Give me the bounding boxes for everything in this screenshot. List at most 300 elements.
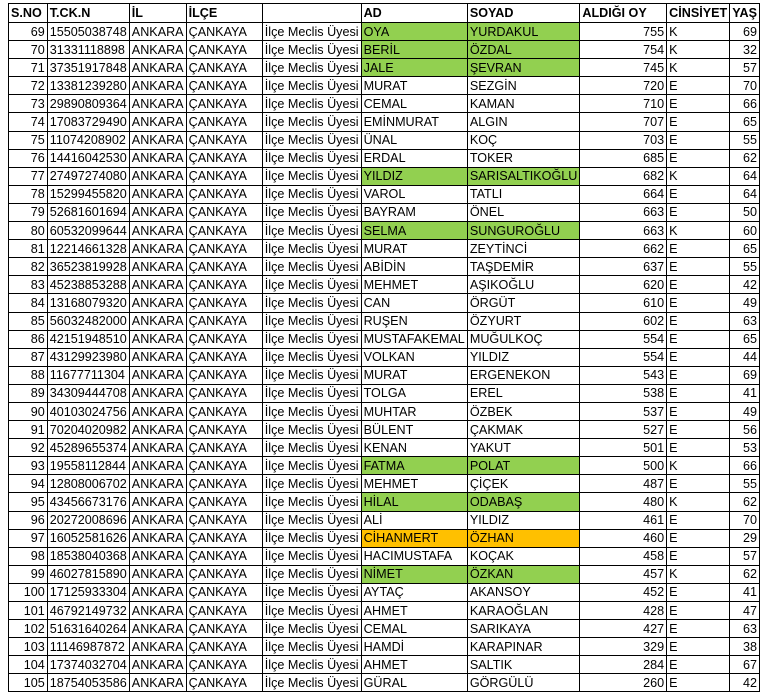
cell-soyad[interactable]: YILDIZ <box>467 348 580 366</box>
cell-tckn[interactable]: 40103024756 <box>47 402 129 420</box>
cell-tckn[interactable]: 56032482000 <box>47 312 129 330</box>
cell-gorev[interactable]: İlçe Meclis Üyesi <box>262 276 361 294</box>
cell-yas[interactable]: 64 <box>730 167 760 185</box>
cell-aldigi-oy[interactable]: 710 <box>580 95 667 113</box>
cell-gorev[interactable]: İlçe Meclis Üyesi <box>262 185 361 203</box>
cell-soyad[interactable]: KAMAN <box>467 95 580 113</box>
cell-yas[interactable]: 69 <box>730 23 760 41</box>
cell-cinsiyet[interactable]: E <box>667 602 730 620</box>
cell-yas[interactable]: 42 <box>730 276 760 294</box>
cell-soyad[interactable]: KOÇAK <box>467 547 580 565</box>
cell-ilce[interactable]: ÇANKAYA <box>186 402 262 420</box>
cell-sno[interactable]: 85 <box>9 312 48 330</box>
cell-sno[interactable]: 98 <box>9 547 48 565</box>
cell-gorev[interactable]: İlçe Meclis Üyesi <box>262 402 361 420</box>
cell-ilce[interactable]: ÇANKAYA <box>186 511 262 529</box>
cell-tckn[interactable]: 12808006702 <box>47 475 129 493</box>
cell-sno[interactable]: 95 <box>9 493 48 511</box>
cell-sno[interactable]: 75 <box>9 131 48 149</box>
cell-il[interactable]: ANKARA <box>129 149 186 167</box>
cell-aldigi-oy[interactable]: 602 <box>580 312 667 330</box>
cell-il[interactable]: ANKARA <box>129 95 186 113</box>
cell-ad[interactable]: CEMAL <box>361 95 467 113</box>
cell-aldigi-oy[interactable]: 457 <box>580 565 667 583</box>
cell-ilce[interactable]: ÇANKAYA <box>186 240 262 258</box>
cell-tckn[interactable]: 18754053586 <box>47 674 129 692</box>
cell-gorev[interactable]: İlçe Meclis Üyesi <box>262 421 361 439</box>
cell-ilce[interactable]: ÇANKAYA <box>186 547 262 565</box>
cell-gorev[interactable]: İlçe Meclis Üyesi <box>262 167 361 185</box>
cell-cinsiyet[interactable]: E <box>667 149 730 167</box>
cell-aldigi-oy[interactable]: 662 <box>580 240 667 258</box>
cell-ilce[interactable]: ÇANKAYA <box>186 602 262 620</box>
cell-yas[interactable]: 70 <box>730 511 760 529</box>
cell-yas[interactable]: 55 <box>730 258 760 276</box>
cell-ad[interactable]: CEMAL <box>361 620 467 638</box>
cell-ilce[interactable]: ÇANKAYA <box>186 77 262 95</box>
cell-yas[interactable]: 63 <box>730 312 760 330</box>
cell-sno[interactable]: 97 <box>9 529 48 547</box>
cell-yas[interactable]: 50 <box>730 203 760 221</box>
cell-il[interactable]: ANKARA <box>129 330 186 348</box>
cell-aldigi-oy[interactable]: 707 <box>580 113 667 131</box>
cell-cinsiyet[interactable]: K <box>667 222 730 240</box>
cell-ilce[interactable]: ÇANKAYA <box>186 330 262 348</box>
cell-soyad[interactable]: EREL <box>467 384 580 402</box>
cell-ad[interactable]: AYTAÇ <box>361 583 467 601</box>
cell-ad[interactable]: FATMA <box>361 457 467 475</box>
cell-ad[interactable]: ERDAL <box>361 149 467 167</box>
cell-sno[interactable]: 89 <box>9 384 48 402</box>
cell-ilce[interactable]: ÇANKAYA <box>186 95 262 113</box>
cell-tckn[interactable]: 45289655374 <box>47 439 129 457</box>
cell-soyad[interactable]: TAŞDEMİR <box>467 258 580 276</box>
cell-sno[interactable]: 93 <box>9 457 48 475</box>
cell-aldigi-oy[interactable]: 427 <box>580 620 667 638</box>
cell-ilce[interactable]: ÇANKAYA <box>186 638 262 656</box>
cell-ilce[interactable]: ÇANKAYA <box>186 475 262 493</box>
cell-cinsiyet[interactable]: K <box>667 41 730 59</box>
cell-aldigi-oy[interactable]: 745 <box>580 59 667 77</box>
cell-sno[interactable]: 91 <box>9 421 48 439</box>
cell-tckn[interactable]: 11074208902 <box>47 131 129 149</box>
cell-tckn[interactable]: 51631640264 <box>47 620 129 638</box>
cell-soyad[interactable]: ÖZYURT <box>467 312 580 330</box>
cell-il[interactable]: ANKARA <box>129 312 186 330</box>
cell-soyad[interactable]: ÖZDAL <box>467 41 580 59</box>
cell-aldigi-oy[interactable]: 458 <box>580 547 667 565</box>
cell-sno[interactable]: 105 <box>9 674 48 692</box>
cell-aldigi-oy[interactable]: 610 <box>580 294 667 312</box>
cell-sno[interactable]: 83 <box>9 276 48 294</box>
cell-aldigi-oy[interactable]: 620 <box>580 276 667 294</box>
cell-aldigi-oy[interactable]: 685 <box>580 149 667 167</box>
cell-cinsiyet[interactable]: E <box>667 312 730 330</box>
cell-ilce[interactable]: ÇANKAYA <box>186 276 262 294</box>
cell-soyad[interactable]: ÖZHAN <box>467 529 580 547</box>
cell-aldigi-oy[interactable]: 500 <box>580 457 667 475</box>
cell-sno[interactable]: 87 <box>9 348 48 366</box>
cell-aldigi-oy[interactable]: 460 <box>580 529 667 547</box>
cell-aldigi-oy[interactable]: 755 <box>580 23 667 41</box>
cell-ilce[interactable]: ÇANKAYA <box>186 23 262 41</box>
cell-il[interactable]: ANKARA <box>129 511 186 529</box>
cell-sno[interactable]: 102 <box>9 620 48 638</box>
cell-tckn[interactable]: 11677711304 <box>47 366 129 384</box>
cell-cinsiyet[interactable]: E <box>667 95 730 113</box>
cell-cinsiyet[interactable]: E <box>667 656 730 674</box>
cell-ilce[interactable]: ÇANKAYA <box>186 59 262 77</box>
cell-gorev[interactable]: İlçe Meclis Üyesi <box>262 203 361 221</box>
cell-cinsiyet[interactable]: E <box>667 330 730 348</box>
cell-yas[interactable]: 65 <box>730 240 760 258</box>
cell-gorev[interactable]: İlçe Meclis Üyesi <box>262 95 361 113</box>
cell-ad[interactable]: ALİ <box>361 511 467 529</box>
cell-il[interactable]: ANKARA <box>129 583 186 601</box>
cell-gorev[interactable]: İlçe Meclis Üyesi <box>262 131 361 149</box>
cell-ilce[interactable]: ÇANKAYA <box>186 222 262 240</box>
cell-sno[interactable]: 73 <box>9 95 48 113</box>
cell-soyad[interactable]: ERGENEKON <box>467 366 580 384</box>
cell-il[interactable]: ANKARA <box>129 348 186 366</box>
cell-ilce[interactable]: ÇANKAYA <box>186 185 262 203</box>
cell-ad[interactable]: GÜRAL <box>361 674 467 692</box>
cell-ad[interactable]: MUSTAFAKEMAL <box>361 330 467 348</box>
cell-ilce[interactable]: ÇANKAYA <box>186 620 262 638</box>
cell-ad[interactable]: MEHMET <box>361 276 467 294</box>
cell-gorev[interactable]: İlçe Meclis Üyesi <box>262 330 361 348</box>
cell-soyad[interactable]: YURDAKUL <box>467 23 580 41</box>
cell-il[interactable]: ANKARA <box>129 638 186 656</box>
cell-soyad[interactable]: SEZGİN <box>467 77 580 95</box>
cell-soyad[interactable]: MUĞULKOÇ <box>467 330 580 348</box>
cell-il[interactable]: ANKARA <box>129 167 186 185</box>
cell-yas[interactable]: 62 <box>730 565 760 583</box>
cell-yas[interactable]: 53 <box>730 439 760 457</box>
cell-cinsiyet[interactable]: E <box>667 276 730 294</box>
cell-soyad[interactable]: ÖZBEK <box>467 402 580 420</box>
cell-tckn[interactable]: 52681601694 <box>47 203 129 221</box>
cell-yas[interactable]: 60 <box>730 222 760 240</box>
cell-ad[interactable]: YILDIZ <box>361 167 467 185</box>
cell-yas[interactable]: 70 <box>730 77 760 95</box>
cell-yas[interactable]: 32 <box>730 41 760 59</box>
cell-tckn[interactable]: 14416042530 <box>47 149 129 167</box>
header-sno[interactable]: S.NO <box>9 4 48 23</box>
cell-sno[interactable]: 70 <box>9 41 48 59</box>
cell-aldigi-oy[interactable]: 461 <box>580 511 667 529</box>
cell-yas[interactable]: 41 <box>730 583 760 601</box>
cell-yas[interactable]: 62 <box>730 149 760 167</box>
cell-il[interactable]: ANKARA <box>129 674 186 692</box>
header-tckn[interactable]: T.CK.N <box>47 4 129 23</box>
cell-tckn[interactable]: 27497274080 <box>47 167 129 185</box>
cell-yas[interactable]: 55 <box>730 475 760 493</box>
cell-ilce[interactable]: ÇANKAYA <box>186 674 262 692</box>
cell-cinsiyet[interactable]: E <box>667 620 730 638</box>
cell-aldigi-oy[interactable]: 703 <box>580 131 667 149</box>
cell-il[interactable]: ANKARA <box>129 475 186 493</box>
header-gorev[interactable] <box>262 4 361 23</box>
cell-cinsiyet[interactable]: E <box>667 131 730 149</box>
cell-il[interactable]: ANKARA <box>129 276 186 294</box>
cell-aldigi-oy[interactable]: 554 <box>580 348 667 366</box>
cell-sno[interactable]: 99 <box>9 565 48 583</box>
cell-tckn[interactable]: 13381239280 <box>47 77 129 95</box>
cell-yas[interactable]: 49 <box>730 402 760 420</box>
cell-aldigi-oy[interactable]: 554 <box>580 330 667 348</box>
cell-aldigi-oy[interactable]: 260 <box>580 674 667 692</box>
cell-soyad[interactable]: SARISALTIKOĞLU <box>467 167 580 185</box>
cell-ilce[interactable]: ÇANKAYA <box>186 493 262 511</box>
cell-il[interactable]: ANKARA <box>129 493 186 511</box>
cell-ad[interactable]: TOLGA <box>361 384 467 402</box>
cell-ad[interactable]: NİMET <box>361 565 467 583</box>
cell-cinsiyet[interactable]: E <box>667 113 730 131</box>
cell-sno[interactable]: 92 <box>9 439 48 457</box>
cell-gorev[interactable]: İlçe Meclis Üyesi <box>262 113 361 131</box>
cell-yas[interactable]: 66 <box>730 95 760 113</box>
cell-cinsiyet[interactable]: K <box>667 167 730 185</box>
cell-aldigi-oy[interactable]: 329 <box>580 638 667 656</box>
cell-gorev[interactable]: İlçe Meclis Üyesi <box>262 222 361 240</box>
cell-soyad[interactable]: AŞIKOĞLU <box>467 276 580 294</box>
cell-sno[interactable]: 86 <box>9 330 48 348</box>
cell-aldigi-oy[interactable]: 538 <box>580 384 667 402</box>
cell-soyad[interactable]: SUNGUROĞLU <box>467 222 580 240</box>
cell-tckn[interactable]: 37351917848 <box>47 59 129 77</box>
cell-tckn[interactable]: 42151948510 <box>47 330 129 348</box>
cell-sno[interactable]: 76 <box>9 149 48 167</box>
cell-ad[interactable]: MEHMET <box>361 475 467 493</box>
header-soyad[interactable]: SOYAD <box>467 4 580 23</box>
cell-gorev[interactable]: İlçe Meclis Üyesi <box>262 475 361 493</box>
cell-cinsiyet[interactable]: E <box>667 258 730 276</box>
header-ilce[interactable]: İLÇE <box>186 4 262 23</box>
cell-gorev[interactable]: İlçe Meclis Üyesi <box>262 77 361 95</box>
cell-aldigi-oy[interactable]: 663 <box>580 222 667 240</box>
cell-ilce[interactable]: ÇANKAYA <box>186 656 262 674</box>
cell-il[interactable]: ANKARA <box>129 294 186 312</box>
cell-tckn[interactable]: 43456673176 <box>47 493 129 511</box>
cell-gorev[interactable]: İlçe Meclis Üyesi <box>262 366 361 384</box>
cell-soyad[interactable]: TOKER <box>467 149 580 167</box>
cell-gorev[interactable]: İlçe Meclis Üyesi <box>262 312 361 330</box>
cell-gorev[interactable]: İlçe Meclis Üyesi <box>262 511 361 529</box>
cell-soyad[interactable]: AKANSOY <box>467 583 580 601</box>
cell-sno[interactable]: 101 <box>9 602 48 620</box>
cell-ilce[interactable]: ÇANKAYA <box>186 294 262 312</box>
cell-ad[interactable]: MURAT <box>361 77 467 95</box>
cell-cinsiyet[interactable]: E <box>667 240 730 258</box>
cell-il[interactable]: ANKARA <box>129 457 186 475</box>
cell-ad[interactable]: VOLKAN <box>361 348 467 366</box>
cell-ilce[interactable]: ÇANKAYA <box>186 113 262 131</box>
cell-tckn[interactable]: 12214661328 <box>47 240 129 258</box>
cell-tckn[interactable]: 17083729490 <box>47 113 129 131</box>
cell-ad[interactable]: OYA <box>361 23 467 41</box>
cell-tckn[interactable]: 29890809364 <box>47 95 129 113</box>
cell-ad[interactable]: HAMDİ <box>361 638 467 656</box>
cell-il[interactable]: ANKARA <box>129 402 186 420</box>
cell-ad[interactable]: MURAT <box>361 366 467 384</box>
cell-cinsiyet[interactable]: E <box>667 583 730 601</box>
cell-yas[interactable]: 47 <box>730 602 760 620</box>
cell-yas[interactable]: 56 <box>730 421 760 439</box>
cell-gorev[interactable]: İlçe Meclis Üyesi <box>262 656 361 674</box>
cell-tckn[interactable]: 20272008696 <box>47 511 129 529</box>
cell-tckn[interactable]: 17374032704 <box>47 656 129 674</box>
cell-ad[interactable]: BERİL <box>361 41 467 59</box>
cell-sno[interactable]: 71 <box>9 59 48 77</box>
cell-sno[interactable]: 104 <box>9 656 48 674</box>
cell-cinsiyet[interactable]: K <box>667 23 730 41</box>
cell-tckn[interactable]: 13168079320 <box>47 294 129 312</box>
cell-tckn[interactable]: 46792149732 <box>47 602 129 620</box>
cell-ilce[interactable]: ÇANKAYA <box>186 348 262 366</box>
cell-yas[interactable]: 38 <box>730 638 760 656</box>
cell-il[interactable]: ANKARA <box>129 222 186 240</box>
cell-yas[interactable]: 64 <box>730 185 760 203</box>
cell-soyad[interactable]: ÇİÇEK <box>467 475 580 493</box>
cell-yas[interactable]: 44 <box>730 348 760 366</box>
cell-soyad[interactable]: SALTIK <box>467 656 580 674</box>
cell-ilce[interactable]: ÇANKAYA <box>186 312 262 330</box>
cell-soyad[interactable]: SARIKAYA <box>467 620 580 638</box>
cell-cinsiyet[interactable]: E <box>667 421 730 439</box>
cell-aldigi-oy[interactable]: 637 <box>580 258 667 276</box>
cell-ad[interactable]: CAN <box>361 294 467 312</box>
header-ad[interactable]: AD <box>361 4 467 23</box>
cell-sno[interactable]: 82 <box>9 258 48 276</box>
cell-soyad[interactable]: TATLI <box>467 185 580 203</box>
cell-ilce[interactable]: ÇANKAYA <box>186 258 262 276</box>
cell-cinsiyet[interactable]: E <box>667 348 730 366</box>
cell-cinsiyet[interactable]: K <box>667 493 730 511</box>
cell-soyad[interactable]: YILDIZ <box>467 511 580 529</box>
cell-il[interactable]: ANKARA <box>129 41 186 59</box>
cell-aldigi-oy[interactable]: 452 <box>580 583 667 601</box>
cell-soyad[interactable]: KARAPINAR <box>467 638 580 656</box>
cell-cinsiyet[interactable]: K <box>667 59 730 77</box>
cell-yas[interactable]: 69 <box>730 366 760 384</box>
cell-aldigi-oy[interactable]: 537 <box>580 402 667 420</box>
header-yas[interactable]: YAŞ <box>730 4 760 23</box>
cell-tckn[interactable]: 45238853288 <box>47 276 129 294</box>
cell-sno[interactable]: 103 <box>9 638 48 656</box>
cell-gorev[interactable]: İlçe Meclis Üyesi <box>262 547 361 565</box>
cell-tckn[interactable]: 15299455820 <box>47 185 129 203</box>
cell-gorev[interactable]: İlçe Meclis Üyesi <box>262 348 361 366</box>
cell-tckn[interactable]: 31331118898 <box>47 41 129 59</box>
header-aldigi-oy[interactable]: ALDIĞI OY <box>580 4 667 23</box>
cell-gorev[interactable]: İlçe Meclis Üyesi <box>262 620 361 638</box>
cell-ilce[interactable]: ÇANKAYA <box>186 529 262 547</box>
cell-gorev[interactable]: İlçe Meclis Üyesi <box>262 638 361 656</box>
cell-soyad[interactable]: ÖNEL <box>467 203 580 221</box>
cell-gorev[interactable]: İlçe Meclis Üyesi <box>262 41 361 59</box>
cell-soyad[interactable]: ŞEVRAN <box>467 59 580 77</box>
cell-gorev[interactable]: İlçe Meclis Üyesi <box>262 565 361 583</box>
cell-gorev[interactable]: İlçe Meclis Üyesi <box>262 23 361 41</box>
cell-ad[interactable]: RUŞEN <box>361 312 467 330</box>
cell-yas[interactable]: 57 <box>730 547 760 565</box>
cell-cinsiyet[interactable]: E <box>667 674 730 692</box>
cell-cinsiyet[interactable]: E <box>667 203 730 221</box>
cell-ilce[interactable]: ÇANKAYA <box>186 366 262 384</box>
cell-soyad[interactable]: ZEYTİNCİ <box>467 240 580 258</box>
cell-il[interactable]: ANKARA <box>129 384 186 402</box>
cell-il[interactable]: ANKARA <box>129 602 186 620</box>
cell-il[interactable]: ANKARA <box>129 185 186 203</box>
cell-il[interactable]: ANKARA <box>129 240 186 258</box>
cell-gorev[interactable]: İlçe Meclis Üyesi <box>262 294 361 312</box>
cell-soyad[interactable]: ÖRGÜT <box>467 294 580 312</box>
cell-ilce[interactable]: ÇANKAYA <box>186 439 262 457</box>
cell-aldigi-oy[interactable]: 501 <box>580 439 667 457</box>
cell-sno[interactable]: 78 <box>9 185 48 203</box>
cell-soyad[interactable]: ODABAŞ <box>467 493 580 511</box>
header-il[interactable]: İL <box>129 4 186 23</box>
cell-aldigi-oy[interactable]: 664 <box>580 185 667 203</box>
cell-soyad[interactable]: ALGIN <box>467 113 580 131</box>
cell-aldigi-oy[interactable]: 428 <box>580 602 667 620</box>
cell-ad[interactable]: VAROL <box>361 185 467 203</box>
cell-yas[interactable]: 42 <box>730 674 760 692</box>
cell-sno[interactable]: 77 <box>9 167 48 185</box>
cell-tckn[interactable]: 34309444708 <box>47 384 129 402</box>
cell-yas[interactable]: 41 <box>730 384 760 402</box>
cell-cinsiyet[interactable]: E <box>667 638 730 656</box>
cell-tckn[interactable]: 15505038748 <box>47 23 129 41</box>
cell-gorev[interactable]: İlçe Meclis Üyesi <box>262 384 361 402</box>
cell-soyad[interactable]: KOÇ <box>467 131 580 149</box>
cell-soyad[interactable]: YAKUT <box>467 439 580 457</box>
cell-sno[interactable]: 74 <box>9 113 48 131</box>
cell-ilce[interactable]: ÇANKAYA <box>186 421 262 439</box>
cell-aldigi-oy[interactable]: 543 <box>580 366 667 384</box>
cell-gorev[interactable]: İlçe Meclis Üyesi <box>262 674 361 692</box>
cell-yas[interactable]: 62 <box>730 493 760 511</box>
cell-ilce[interactable]: ÇANKAYA <box>186 384 262 402</box>
cell-cinsiyet[interactable]: E <box>667 77 730 95</box>
cell-sno[interactable]: 80 <box>9 222 48 240</box>
cell-il[interactable]: ANKARA <box>129 77 186 95</box>
cell-il[interactable]: ANKARA <box>129 203 186 221</box>
cell-sno[interactable]: 96 <box>9 511 48 529</box>
cell-il[interactable]: ANKARA <box>129 366 186 384</box>
cell-ad[interactable]: ABİDİN <box>361 258 467 276</box>
cell-cinsiyet[interactable]: E <box>667 366 730 384</box>
cell-soyad[interactable]: KARAOĞLAN <box>467 602 580 620</box>
cell-ilce[interactable]: ÇANKAYA <box>186 203 262 221</box>
cell-sno[interactable]: 84 <box>9 294 48 312</box>
cell-tckn[interactable]: 36523819928 <box>47 258 129 276</box>
cell-tckn[interactable]: 16052581626 <box>47 529 129 547</box>
cell-aldigi-oy[interactable]: 682 <box>580 167 667 185</box>
cell-aldigi-oy[interactable]: 480 <box>580 493 667 511</box>
cell-sno[interactable]: 88 <box>9 366 48 384</box>
cell-ad[interactable]: HACIMUSTAFA <box>361 547 467 565</box>
cell-yas[interactable]: 55 <box>730 131 760 149</box>
cell-yas[interactable]: 67 <box>730 656 760 674</box>
cell-ad[interactable]: KENAN <box>361 439 467 457</box>
cell-cinsiyet[interactable]: E <box>667 547 730 565</box>
cell-cinsiyet[interactable]: E <box>667 511 730 529</box>
cell-tckn[interactable]: 11146987872 <box>47 638 129 656</box>
cell-gorev[interactable]: İlçe Meclis Üyesi <box>262 439 361 457</box>
cell-cinsiyet[interactable]: E <box>667 294 730 312</box>
